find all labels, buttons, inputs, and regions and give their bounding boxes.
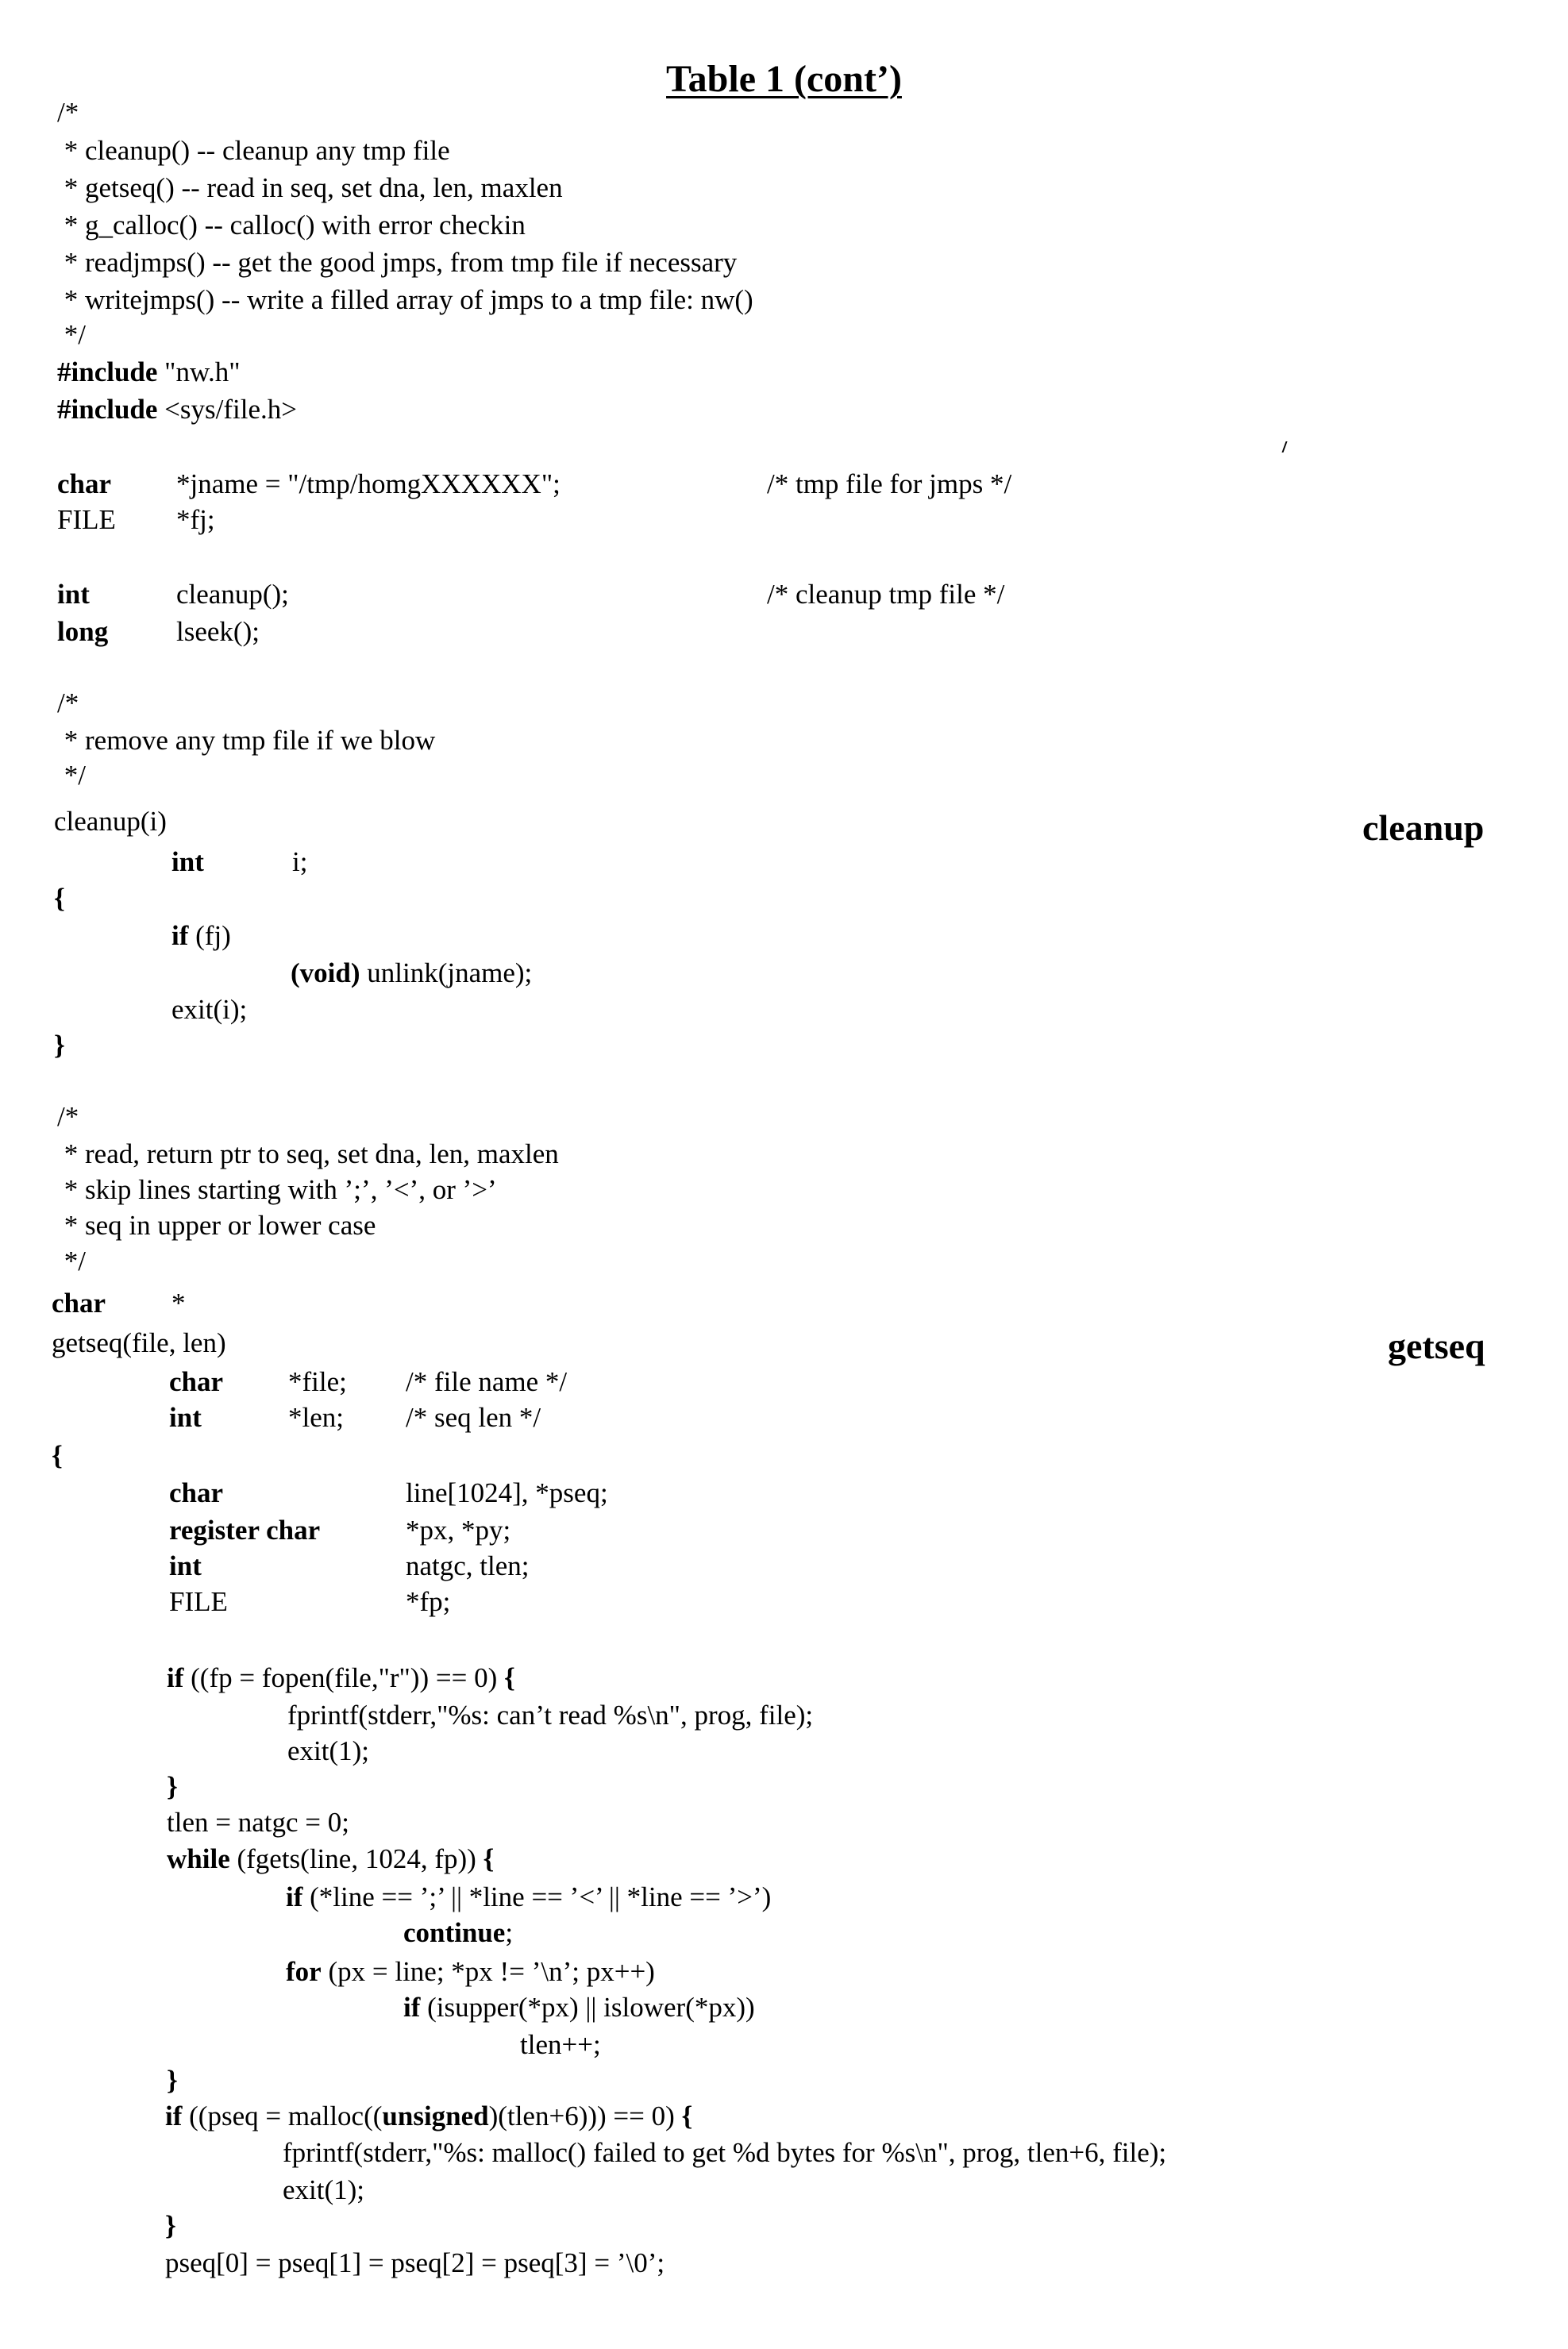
if-keyword: if: [167, 1662, 184, 1693]
include-keyword: #include: [57, 394, 158, 425]
local-type: register char: [169, 1515, 321, 1546]
local-names: *px, *py;: [406, 1515, 511, 1546]
comment-open: /*: [57, 97, 79, 128]
unsigned-keyword: unsigned: [382, 2101, 489, 2131]
global-type: long: [57, 616, 109, 647]
include-arg: "nw.h": [157, 356, 241, 387]
local-type: FILE: [169, 1586, 228, 1617]
global-decl: cleanup();: [176, 579, 289, 610]
exit-call: exit(1);: [283, 2174, 365, 2205]
comment-line: * read, return ptr to seq, set dna, len, maxlen: [57, 1138, 559, 1169]
function-signature: cleanup(i): [54, 806, 167, 837]
code-line: [167, 1843, 494, 1875]
comment-line: * writejmps() -- write a filled array of jmps to a tmp file: nw(): [57, 284, 753, 315]
return-type: char: [52, 1288, 106, 1319]
if-keyword: if: [403, 1992, 421, 2023]
for-header: (px = line; *px != ’\n’; px++): [321, 1956, 655, 1987]
if-keyword: if: [286, 1881, 303, 1912]
global-decl: lseek();: [176, 616, 260, 647]
include-keyword: #include: [57, 356, 158, 387]
comment-line: * seq in upper or lower case: [57, 1210, 376, 1241]
comment-open: /*: [57, 1101, 79, 1132]
global-comment: /* cleanup tmp file */: [767, 579, 1005, 610]
section-label-getseq: getseq: [1388, 1326, 1485, 1366]
void-keyword: (void): [291, 957, 360, 988]
param-name: *len;: [288, 1402, 344, 1433]
local-type: char: [169, 1477, 224, 1508]
param-type: char: [169, 1366, 224, 1397]
global-type: FILE: [57, 504, 116, 535]
section-label-cleanup: cleanup: [1362, 807, 1485, 848]
if-keyword: if: [165, 2101, 183, 2131]
unlink-call: unlink(jname);: [360, 957, 533, 988]
global-decl: *fj;: [176, 504, 215, 535]
include-line: [57, 356, 241, 388]
while-keyword: while: [167, 1843, 230, 1874]
local-names: *fp;: [406, 1586, 451, 1617]
comment-open: /*: [57, 687, 79, 718]
open-brace: {: [504, 1662, 515, 1693]
close-brace: }: [54, 1030, 65, 1061]
code-line: [165, 2101, 692, 2132]
fprintf-call: fprintf(stderr,"%s: can’t read %s\n", prog, file);: [287, 1700, 814, 1731]
comment-line: * readjmps() -- get the good jmps, from tmp file if necessary: [57, 247, 738, 278]
exit-call: exit(i);: [171, 994, 248, 1025]
global-type: int: [57, 579, 90, 610]
include-line: [57, 394, 297, 426]
param-comment: /* seq len */: [406, 1402, 541, 1433]
code-line: [286, 1881, 771, 1913]
fprintf-call: fprintf(stderr,"%s: malloc() failed to get %d bytes for %s\n", prog, tlen+6, file);: [283, 2137, 1167, 2168]
return-pointer: *: [171, 1288, 186, 1319]
open-brace: {: [483, 1843, 495, 1874]
continue-keyword: continue: [403, 1917, 506, 1948]
code-line: [403, 1917, 513, 1949]
code-line: [171, 920, 231, 952]
open-brace: {: [52, 1440, 63, 1471]
tlen-init: tlen = natgc = 0;: [167, 1807, 349, 1838]
code-line: [167, 1662, 515, 1694]
malloc-call: ((pseq = malloc((: [182, 2101, 383, 2131]
code-line: [291, 957, 532, 989]
while-condition: (fgets(line, 1024, fp)): [229, 1843, 483, 1874]
param-comment: /* file name */: [406, 1366, 568, 1397]
for-keyword: for: [286, 1956, 322, 1987]
malloc-condition: )(tlen+6))) == 0): [488, 2101, 682, 2131]
pseq-init: pseq[0] = pseq[1] = pseq[2] = pseq[3] = ’\0’;: [165, 2247, 665, 2278]
semicolon: ;: [505, 1917, 514, 1948]
code-line: [286, 1956, 655, 1988]
comment-close: */: [57, 319, 86, 350]
open-brace: {: [54, 883, 65, 914]
stray-scan-mark: [1281, 441, 1287, 452]
global-decl: *jname = "/tmp/homgXXXXXX";: [176, 468, 561, 499]
comment-line: * getseq() -- read in seq, set dna, len, maxlen: [57, 172, 563, 203]
comment-line: * g_calloc() -- calloc() with error checkin: [57, 210, 526, 241]
skip-condition: (*line == ’;’ || *line == ’<’ || *line == ’>’): [302, 1881, 772, 1912]
global-type: char: [57, 468, 112, 499]
if-condition: (fj): [188, 920, 231, 951]
function-signature: getseq(file, len): [52, 1327, 226, 1358]
comment-close: */: [57, 760, 86, 791]
close-brace: }: [165, 2210, 176, 2241]
page-title-text: Table 1 (cont’): [666, 58, 902, 100]
local-type: int: [169, 1550, 202, 1581]
page-title: [0, 57, 1568, 102]
close-brace: }: [167, 1771, 178, 1802]
open-brace: {: [681, 2101, 693, 2131]
local-names: natgc, tlen;: [406, 1550, 530, 1581]
comment-line: * cleanup() -- cleanup any tmp file: [57, 135, 450, 166]
comment-line: * skip lines starting with ’;’, ’<’, or ’>’: [57, 1174, 497, 1205]
comment-line: * remove any tmp file if we blow: [57, 725, 436, 756]
tlen-increment: tlen++;: [520, 2029, 601, 2060]
param-name: i;: [292, 846, 308, 877]
comment-close: */: [57, 1246, 86, 1277]
fopen-condition: ((fp = fopen(file,"r")) == 0): [183, 1662, 505, 1693]
param-type: int: [169, 1402, 202, 1433]
close-brace: }: [167, 2065, 178, 2096]
exit-call: exit(1);: [287, 1735, 370, 1766]
local-names: line[1024], *pseq;: [406, 1477, 608, 1508]
param-type: int: [171, 846, 204, 877]
code-line: [403, 1992, 755, 2024]
if-keyword: if: [171, 920, 189, 951]
include-arg: <sys/file.h>: [157, 394, 298, 425]
global-comment: /* tmp file for jmps */: [767, 468, 1012, 499]
param-name: *file;: [288, 1366, 347, 1397]
case-condition: (isupper(*px) || islower(*px)): [420, 1992, 755, 2023]
